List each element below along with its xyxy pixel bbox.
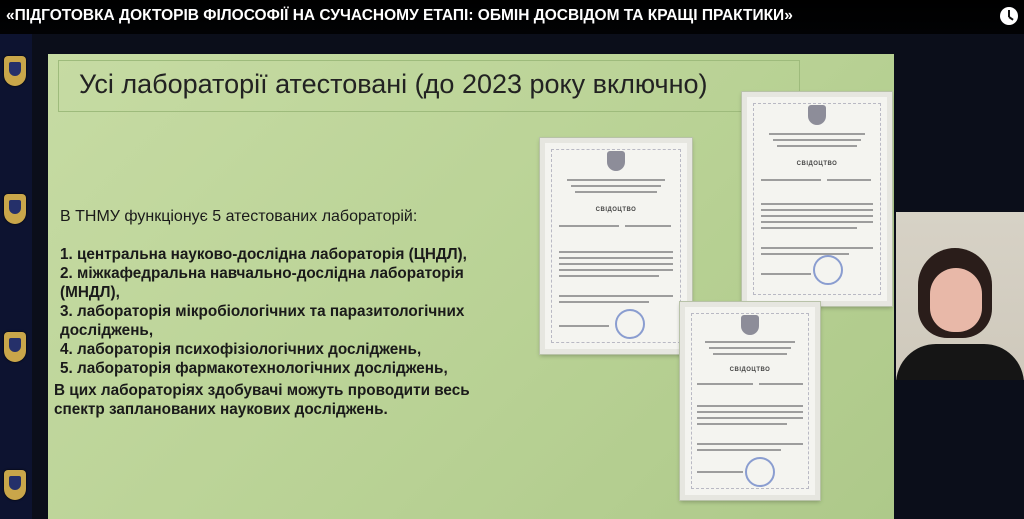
presentation-slide — [48, 54, 894, 519]
stamp-icon — [813, 255, 843, 285]
slide-intro-text: В ТНМУ функціонує 5 атестованих лабораторій: — [60, 208, 418, 225]
lab-list-item: 1. центральна науково-дослідна лабораторія (ЦНДЛ), — [60, 246, 467, 263]
slide-conclusion-text: В цих лабораторіях здобувачі можуть проводити весь спектр запланованих наукових досліджень. — [54, 382, 470, 418]
slide-title-box — [58, 60, 800, 112]
university-emblem-icon — [0, 468, 30, 508]
certificate-image — [540, 138, 692, 354]
coat-of-arms-icon — [808, 105, 826, 125]
video-title[interactable]: «ПІДГОТОВКА ДОКТОРІВ ФІЛОСОФІЇ НА СУЧАСНОМУ ЕТАПІ: ОБМІН ДОСВІДОМ ТА КРАЩІ ПРАКТИКИ» — [6, 7, 793, 24]
university-emblem-icon — [0, 192, 30, 232]
certificate-heading: СВІДОЦТВО — [729, 367, 771, 373]
university-emblem-icon — [0, 54, 30, 94]
certificate-heading: СВІДОЦТВО — [595, 207, 637, 213]
speaker-face — [930, 268, 982, 332]
stamp-icon — [745, 457, 775, 487]
certificate-image — [680, 302, 820, 500]
clock-icon[interactable] — [1000, 7, 1018, 25]
coat-of-arms-icon — [741, 315, 759, 335]
stamp-icon — [615, 309, 645, 339]
left-emblem-strip — [0, 34, 32, 519]
lab-list-item: 3. лабораторія мікробіологічних та паразитологічних досліджень, — [60, 303, 465, 339]
certificate-image — [742, 92, 892, 306]
coat-of-arms-icon — [607, 151, 625, 171]
university-emblem-icon — [0, 330, 30, 370]
lab-list-item: 5. лабораторія фармакотехнологічних досліджень, — [60, 360, 448, 377]
slide-title: Усі лабораторії атестовані (до 2023 року включно) — [79, 69, 708, 99]
lab-list-item: 4. лабораторія психофізіологічних досліджень, — [60, 341, 422, 358]
webcam-video — [896, 212, 1024, 380]
certificate-heading: СВІДОЦТВО — [796, 161, 838, 167]
video-title-bar — [0, 0, 1024, 34]
lab-list — [60, 245, 500, 378]
lab-list-item: 2. міжкафедральна навчально-дослідна лабораторія (МНДЛ), — [60, 265, 464, 301]
speaker-body — [896, 344, 1024, 380]
